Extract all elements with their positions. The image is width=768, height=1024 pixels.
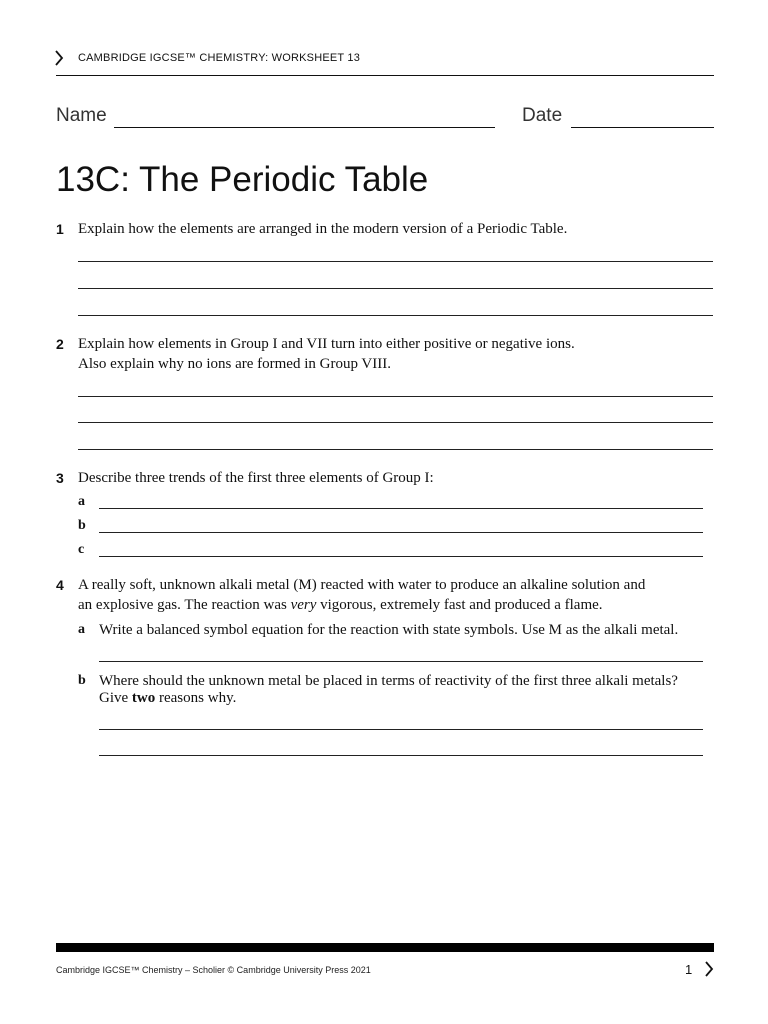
date-label: Date — [522, 105, 563, 126]
question-3-number: 3 — [56, 470, 64, 486]
chevron-right-icon — [54, 49, 64, 67]
answer-line[interactable] — [78, 315, 713, 316]
footer-credit: Cambridge IGCSE™ Chemistry – Scholier © Cambridge University Press 2021 — [56, 965, 371, 975]
question-4b-letter: b — [78, 673, 86, 688]
chevron-right-icon[interactable] — [704, 960, 714, 978]
answer-line[interactable] — [78, 396, 713, 397]
question-2-text-line2: Also explain why no ions are formed in Group VIII. — [78, 356, 391, 372]
answer-line[interactable] — [78, 449, 713, 450]
question-3c-letter: c — [78, 542, 85, 557]
answer-line[interactable] — [78, 261, 713, 262]
question-4b-text-line1: Where should the unknown metal be placed in terms of reactivity of the first three alkali metals? — [99, 673, 678, 689]
date-field[interactable] — [571, 127, 714, 128]
question-4-text-line1: A really soft, unknown alkali metal (M) reacted with water to produce an alkaline solution and — [78, 577, 646, 593]
emphasis-text: very — [290, 597, 317, 613]
header-title: CAMBRIDGE IGCSE™ CHEMISTRY: WORKSHEET 13 — [78, 52, 361, 64]
question-2-number: 2 — [56, 336, 64, 352]
answer-line[interactable] — [99, 556, 703, 557]
question-4a-text: Write a balanced symbol equation for the reaction with state symbols. Use M as the alkali metal. — [99, 622, 679, 638]
question-3a-letter: a — [78, 494, 85, 509]
question-4-text-line2: an explosive gas. The reaction was very vigorous, extremely fast and produced a flame. — [78, 597, 603, 613]
question-2-text-line1: Explain how elements in Group I and VII turn into either positive or negative ions. — [78, 336, 575, 352]
answer-line[interactable] — [99, 661, 703, 662]
name-label: Name — [56, 105, 107, 126]
name-field[interactable] — [114, 127, 495, 128]
answer-line[interactable] — [99, 729, 703, 730]
page-title: 13C: The Periodic Table — [56, 160, 429, 199]
question-1-number: 1 — [56, 221, 64, 237]
answer-line[interactable] — [99, 508, 703, 509]
question-3b-letter: b — [78, 518, 86, 533]
answer-line[interactable] — [99, 532, 703, 533]
footer-bar — [56, 943, 714, 952]
question-4a-letter: a — [78, 622, 85, 637]
bold-text: two — [131, 690, 156, 706]
question-4b-text-line2: Give two reasons why. — [99, 690, 237, 706]
answer-line[interactable] — [99, 755, 703, 756]
answer-line[interactable] — [78, 422, 713, 423]
answer-line[interactable] — [78, 288, 713, 289]
question-1-text: Explain how the elements are arranged in the modern version of a Periodic Table. — [78, 221, 568, 237]
page-number: 1 — [685, 962, 693, 977]
question-3-text: Describe three trends of the first three elements of Group I: — [78, 470, 434, 486]
question-4-number: 4 — [56, 577, 64, 593]
header-divider — [56, 75, 714, 76]
